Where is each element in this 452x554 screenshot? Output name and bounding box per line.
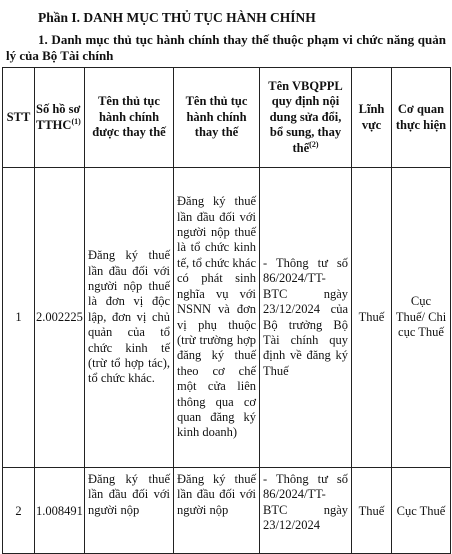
table-row [3,468,451,554]
procedure-table [2,67,451,554]
header-legal-doc-note: (2) [309,139,319,149]
header-code [35,68,85,168]
header-code-note: (1) [71,116,81,126]
header-replaced-name: Tên thủ tục hành chính được thay thế [85,68,174,168]
row-replaced-name: Đăng ký thuế lần đầu đối với người nộp [85,468,174,554]
row-field: Thuế [352,168,392,468]
row-code: 1.008491 [35,468,85,554]
section-title: 1. Danh mục thủ tục hành chính thay thế thuộc phạm vi chức năng quản lý của Bộ Tài chính [6,32,446,63]
header-code-label: Số hồ sơ TTHC [36,102,81,132]
row-stt: 1 [3,168,35,468]
header-legal-doc [260,68,352,168]
row-agency: Cục Thuế [392,468,451,554]
row-replacing-name: Đăng ký thuế lần đầu đối với người nộp thuế là tổ chức kinh tế, tổ chức khác có phát sinh nghĩa vụ với NSNN và đơn vị phụ thuộc (trừ trường hợp đăng ký thuế theo cơ chế một cửa liên thông qua cơ quan đăng ký kinh doanh) [174,168,260,468]
table-header-row [3,68,451,168]
row-field: Thuế [352,468,392,554]
part-title: Phần I. DANH MỤC THỦ TỤC HÀNH CHÍNH [38,10,316,25]
row-replacing-name: Đăng ký thuế lần đầu đối với người nộp [174,468,260,554]
row-stt: 2 [3,468,35,554]
row-legal-doc: - Thông tư số 86/2024/TT-BTC ngày 23/12/2024 của Bộ trưởng Bộ Tài chính quy định về đăng ký Thuế [260,168,352,468]
header-legal-doc-label: Tên VBQPPL quy định nội dung sửa đổi, bổ sung, thay thế [268,78,343,155]
header-agency: Cơ quan thực hiện [392,68,451,168]
header-stt: STT [3,68,35,168]
table-row [3,168,451,468]
header-field: Lĩnh vực [352,68,392,168]
header-replacing-name: Tên thủ tục hành chính thay thế [174,68,260,168]
row-code: 2.002225 [35,168,85,468]
row-replaced-name: Đăng ký thuế lần đầu đối với người nộp thuế là đơn vị độc lập, đơn vị chủ quản của tổ chức kinh tế (trừ tổ hợp tác), tổ chức khác. [85,168,174,468]
row-agency: Cục Thuế/ Chi cục Thuế [392,168,451,468]
row-legal-doc: - Thông tư số 86/2024/TT-BTC ngày 23/12/2024 [260,468,352,554]
